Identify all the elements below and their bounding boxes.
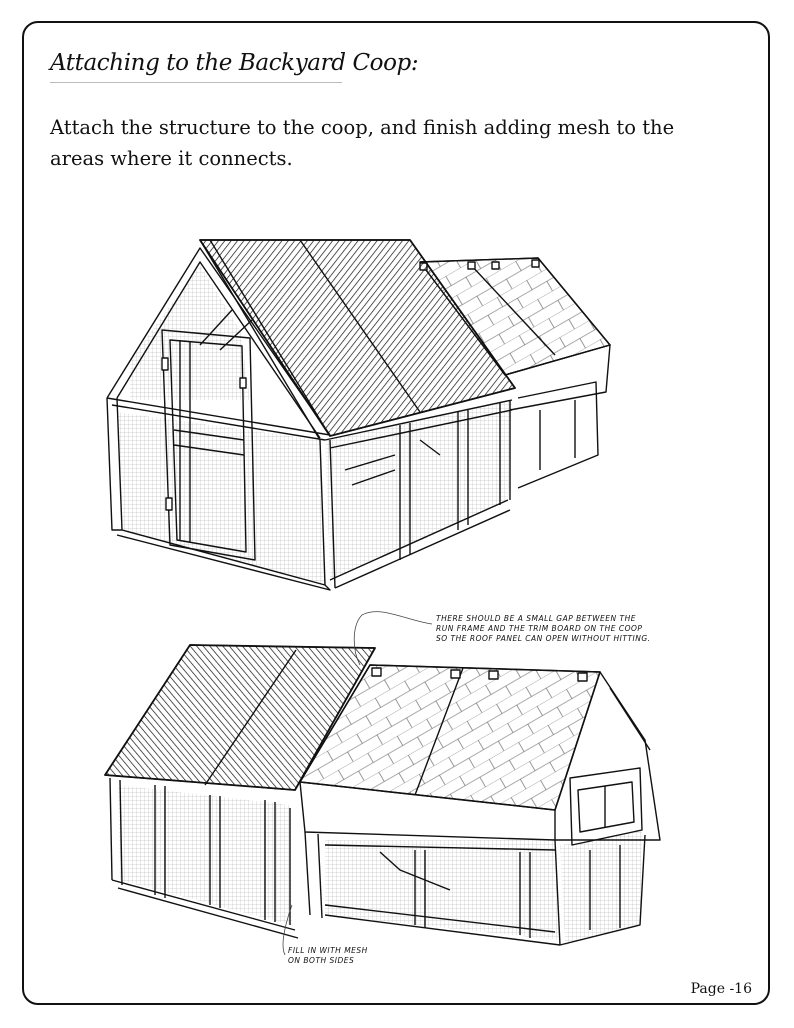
instruction-text: Attach the structure to the coop, and finish adding mesh to the areas where it connects. — [50, 116, 675, 170]
gap-note-line: RUN FRAME AND THE TRIM BOARD ON THE COOP — [436, 624, 643, 633]
gap-note-callout — [436, 614, 651, 644]
section-heading: Attaching to the Backyard Coop: — [50, 50, 419, 76]
mesh-note-callout — [288, 946, 368, 966]
mesh-note-line: FILL IN WITH MESH — [288, 946, 368, 955]
gap-note-line: THERE SHOULD BE A SMALL GAP BETWEEN THE — [436, 614, 636, 623]
page-number: Page -16 — [690, 981, 752, 997]
gap-note-line: SO THE ROOF PANEL CAN OPEN WITHOUT HITTING. — [436, 634, 651, 643]
mesh-note-line: ON BOTH SIDES — [288, 956, 355, 965]
